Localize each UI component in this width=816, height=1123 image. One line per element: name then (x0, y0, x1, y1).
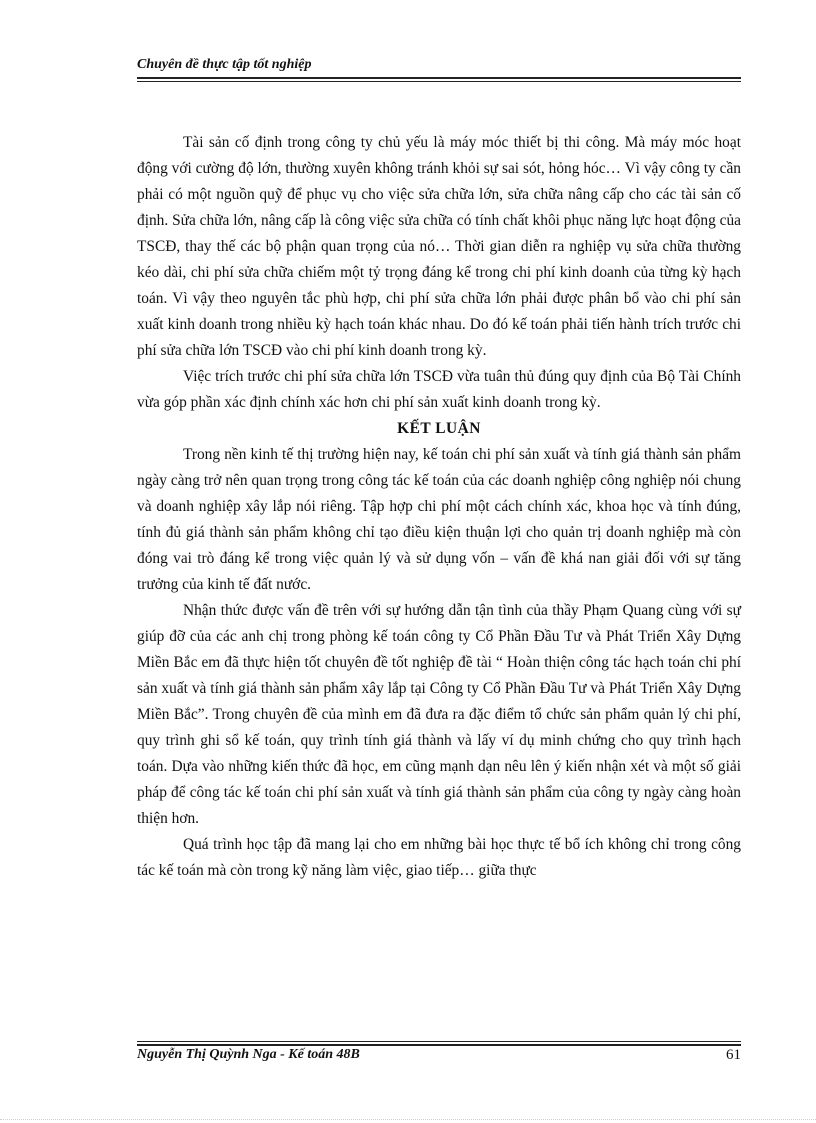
paragraph-accrual: Việc trích trước chi phí sửa chữa lớn TSCĐ vừa tuân thủ đúng quy định của Bộ Tài Chính vừa góp phần xác định chính xác hơn chi phí sản xuất kinh doanh trong kỳ. (137, 368, 741, 411)
page-footer (137, 1047, 741, 1069)
header-title: Chuyên đề thực tập tốt nghiệp (137, 57, 312, 72)
header-rule-thick (137, 77, 741, 79)
footer-author: Nguyễn Thị Quỳnh Nga - Kế toán 48B (137, 1047, 360, 1062)
footer-rule-thick (137, 1044, 741, 1046)
paragraph-fixed-assets: Tài sản cố định trong công ty chủ yếu là máy móc thiết bị thi công. Mà máy móc hoạt động với cường độ lớn, thường xuyên không tránh khỏi sự sai sót, hỏng hóc… Vì vậy công ty cần phải có một nguồn quỹ để phục vụ cho việc sửa chữa lớn, sửa chữa nâng cấp cho các tài sản cố định. Sửa chữa lớn, nâng cấp là công việc sửa chữa có tính chất khôi phục năng lực hoạt động của TSCĐ, thay thế các bộ phận quan trọng của nó… Thời gian diễn ra nghiệp vụ sửa chữa thường kéo dài, chi phí sửa chữa chiếm một tỷ trọng đáng kể trong chi phí kinh doanh của từng kỳ hạch toán. Vì vậy theo nguyên tắc phù hợp, chi phí sửa chữa lớn phải được phân bổ vào chi phí sản xuất kinh doanh trong nhiều kỳ hạch toán khác nhau. Do đó kế toán phải tiến hành trích trước chi phí sửa chữa lớn TSCĐ vào chi phí kinh doanh trong kỳ. (137, 134, 741, 359)
page-header (137, 55, 741, 75)
page-edge-divider (0, 1119, 816, 1120)
document-body (137, 130, 741, 884)
paragraph-conclusion-3: Quá trình học tập đã mang lại cho em những bài học thực tế bổ ích không chỉ trong công tác kế toán mà còn trong kỹ năng làm việc, giao tiếp… giữa thực (137, 836, 741, 879)
header-rule-thin (137, 81, 741, 82)
footer-rule-thin (137, 1041, 741, 1042)
conclusion-heading: KẾT LUẬN (397, 420, 481, 437)
page-number: 61 (726, 1047, 741, 1063)
paragraph-conclusion-2: Nhận thức được vấn đề trên với sự hướng dẫn tận tình của thầy Phạm Quang cùng với sự giúp đỡ của các anh chị trong phòng kế toán công ty Cổ Phần Đầu Tư và Phát Triển Xây Dựng Miền Bắc em đã thực hiện tốt chuyên đề tốt nghiệp đề tài “ Hoàn thiện công tác hạch toán chi phí sản xuất và tính giá thành sản phẩm xây lắp tại Công ty Cổ Phần Đầu Tư và Phát Triển Xây Dựng Miền Bắc”. Trong chuyên đề của mình em đã đưa ra đặc điểm tổ chức sản phẩm quản lý chi phí, quy trình ghi sổ kế toán, quy trình tính giá thành và lấy ví dụ minh chứng cho quy trình hạch toán. Dựa vào những kiến thức đã học, em cũng mạnh dạn nêu lên ý kiến nhận xét và một số giải pháp để công tác kế toán chi phí sản xuất và tính giá thành sản phẩm của công ty ngày càng hoàn thiện hơn. (137, 602, 741, 827)
paragraph-conclusion-1: Trong nền kinh tế thị trường hiện nay, kế toán chi phí sản xuất và tính giá thành sản phẩm ngày càng trở nên quan trọng trong công tác kế toán của các doanh nghiệp công nghiệp nói chung và doanh nghiệp xây lắp nói riêng. Tập hợp chi phí một cách chính xác, khoa học và tính đúng, tính đủ giá thành sản phẩm không chỉ tạo điều kiện thuận lợi cho quản trị doanh nghiệp mà còn đóng vai trò đáng kể trong việc quản lý và sử dụng vốn – vấn đề khá nan giải đối với sự tăng trưởng của kinh tế đất nước. (137, 446, 741, 593)
